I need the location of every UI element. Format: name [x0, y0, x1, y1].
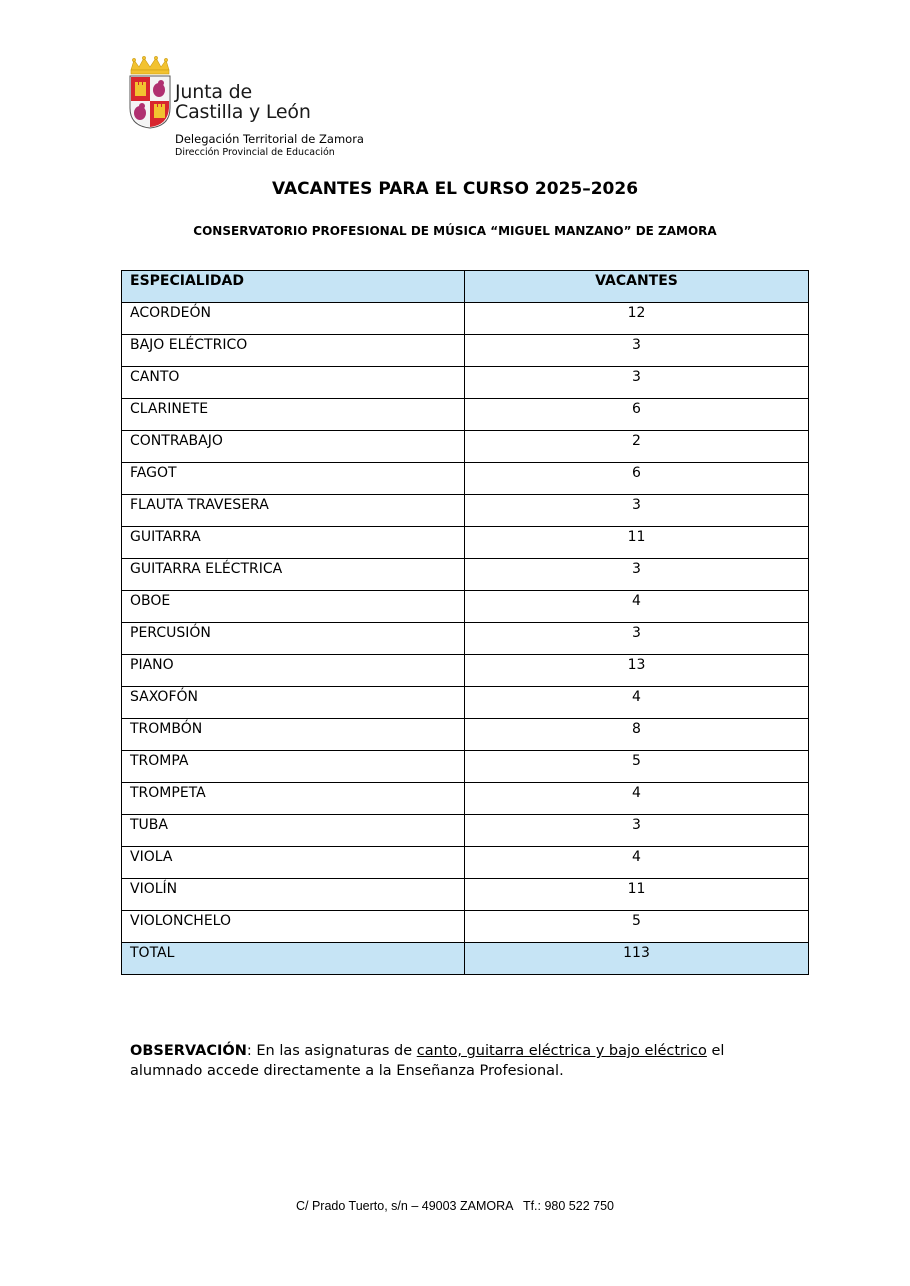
organization-name-line1: Junta de [175, 81, 252, 103]
vacancies-cell: 5 [465, 751, 809, 783]
total-row [122, 943, 809, 975]
specialty-cell: GUITARRA ELÉCTRICA [122, 559, 465, 591]
table-row [122, 527, 809, 559]
specialty-cell: VIOLA [122, 847, 465, 879]
table-row [122, 719, 809, 751]
observation-text-after: el alumnado accede directamente a la Enseñanza Profesional. [130, 1043, 725, 1079]
vacancies-table [121, 270, 809, 975]
vacancies-cell: 11 [465, 879, 809, 911]
vacancies-cell: 4 [465, 847, 809, 879]
coat-of-arms-icon [128, 56, 172, 130]
column-header-specialty: ESPECIALIDAD [122, 271, 465, 303]
table-row [122, 911, 809, 943]
vacancies-cell: 11 [465, 527, 809, 559]
observation-note [130, 1041, 770, 1081]
table-row [122, 303, 809, 335]
vacancies-cell: 4 [465, 783, 809, 815]
vacancies-cell: 3 [465, 815, 809, 847]
vacancies-cell: 6 [465, 399, 809, 431]
table-body [122, 303, 809, 975]
vacancies-cell: 3 [465, 335, 809, 367]
specialty-cell: ACORDEÓN [122, 303, 465, 335]
column-header-vacancies: VACANTES [465, 271, 809, 303]
table-row [122, 655, 809, 687]
vacancies-cell: 8 [465, 719, 809, 751]
specialty-cell: SAXOFÓN [122, 687, 465, 719]
specialty-cell: TROMPETA [122, 783, 465, 815]
specialty-cell: TROMBÓN [122, 719, 465, 751]
table-row [122, 591, 809, 623]
observation-underlined-subjects: canto, guitarra eléctrica y bajo eléctrico [416, 1043, 707, 1059]
table-row [122, 431, 809, 463]
total-value-cell: 113 [465, 943, 809, 975]
specialty-cell: TROMPA [122, 751, 465, 783]
specialty-cell: PIANO [122, 655, 465, 687]
vacancies-cell: 4 [465, 591, 809, 623]
observation-text-before: : En las asignaturas de [246, 1043, 417, 1059]
vacancies-cell: 6 [465, 463, 809, 495]
organization-name-line2: Castilla y León [175, 101, 311, 123]
specialty-cell: FLAUTA TRAVESERA [122, 495, 465, 527]
table-row [122, 463, 809, 495]
table-row [122, 783, 809, 815]
specialty-cell: VIOLONCHELO [122, 911, 465, 943]
table-row [122, 623, 809, 655]
document-subtitle: CONSERVATORIO PROFESIONAL DE MÚSICA “MIGUEL MANZANO” DE ZAMORA [193, 224, 717, 238]
footer-address: C/ Prado Tuerto, s/n – 49003 ZAMORA Tf.: 980 522 750 [295, 1199, 614, 1213]
table-row [122, 559, 809, 591]
specialty-cell: VIOLÍN [122, 879, 465, 911]
specialty-cell: CONTRABAJO [122, 431, 465, 463]
observation-label: OBSERVACIÓN [130, 1043, 247, 1059]
table-header-row [122, 271, 809, 303]
table-row [122, 495, 809, 527]
table-row [122, 367, 809, 399]
specialty-cell: GUITARRA [122, 527, 465, 559]
vacancies-cell: 13 [465, 655, 809, 687]
document-title: VACANTES PARA EL CURSO 2025–2026 [271, 179, 639, 199]
total-label-cell: TOTAL [122, 943, 465, 975]
specialty-cell: OBOE [122, 591, 465, 623]
vacancies-cell: 3 [465, 495, 809, 527]
specialty-cell: FAGOT [122, 463, 465, 495]
institution-logo [128, 52, 408, 162]
vacancies-cell: 5 [465, 911, 809, 943]
vacancies-cell: 3 [465, 559, 809, 591]
specialty-cell: CANTO [122, 367, 465, 399]
vacancies-cell: 2 [465, 431, 809, 463]
table-row [122, 815, 809, 847]
vacancies-cell: 3 [465, 367, 809, 399]
vacancies-cell: 4 [465, 687, 809, 719]
organization-name [175, 82, 311, 122]
vacancies-cell: 12 [465, 303, 809, 335]
table-row [122, 879, 809, 911]
specialty-cell: BAJO ELÉCTRICO [122, 335, 465, 367]
table-row [122, 847, 809, 879]
table-row [122, 687, 809, 719]
vacancies-cell: 3 [465, 623, 809, 655]
specialty-cell: CLARINETE [122, 399, 465, 431]
table-row [122, 335, 809, 367]
table-row [122, 751, 809, 783]
direction-name: Dirección Provincial de Educación [175, 147, 335, 158]
specialty-cell: PERCUSIÓN [122, 623, 465, 655]
delegation-name: Delegación Territorial de Zamora [175, 132, 364, 146]
specialty-cell: TUBA [122, 815, 465, 847]
table-row [122, 399, 809, 431]
